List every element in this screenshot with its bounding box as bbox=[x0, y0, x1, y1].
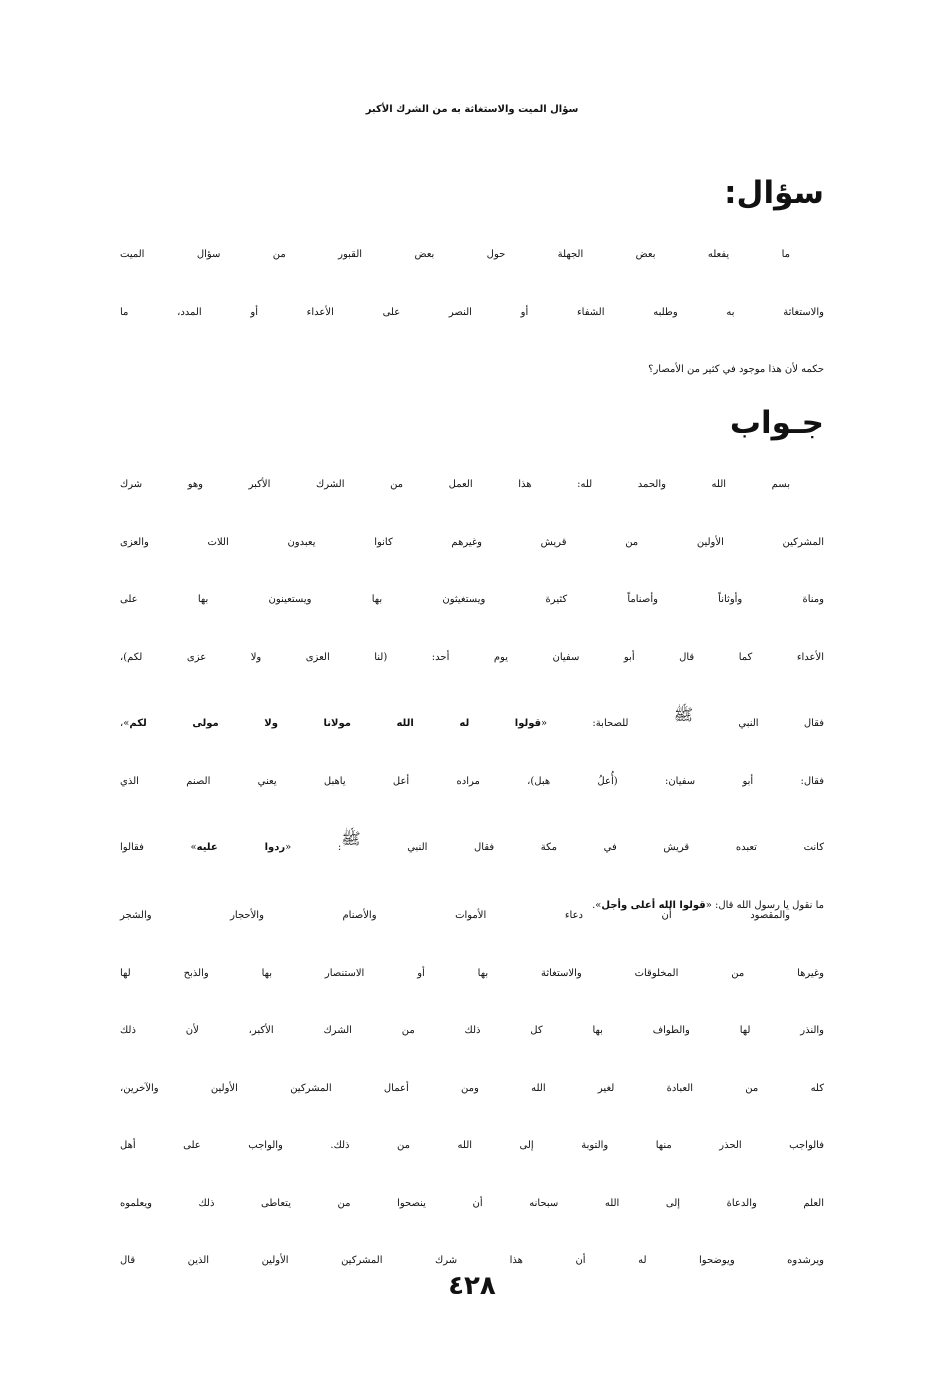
page-number: ٤٢٨ bbox=[448, 1271, 496, 1301]
answer-line: فالواجب الحذر منها والتوبة إلى الله من ذلك. والواجب على أهل bbox=[120, 1140, 824, 1151]
salawat-glyph: ﷺ bbox=[673, 705, 694, 724]
text-run: كانت تعبده قريش في مكة فقال النبي bbox=[407, 842, 824, 853]
answer-line: ومناة وأوثاناً وأصناماً كثيرة ويستغيثون بها ويستعينون بها على bbox=[120, 594, 824, 605]
answer-line bbox=[120, 686, 824, 753]
question-line: والاستغاثة به وطلبه الشفاء أو النصر على الأعداء أو المدد، ما bbox=[120, 306, 824, 318]
text-run: » فقالوا bbox=[120, 842, 197, 853]
salawat-glyph: ﷺ bbox=[341, 829, 361, 848]
text-run: للصحابة: « bbox=[541, 718, 629, 729]
text-run: ما نقول يا رسول الله قال: « bbox=[705, 899, 824, 911]
answer-line: الأعداء كما قال أبو سفيان يوم أحد: (لنا العزى ولا عزى لكم)، bbox=[120, 651, 824, 663]
answer-heading: جـواب bbox=[729, 405, 824, 441]
question-line: ما يفعله بعض الجهلة حول بعض القبور من سؤال الميت bbox=[120, 249, 790, 260]
question-heading: سؤال: bbox=[724, 175, 824, 211]
answer-paragraph-2 bbox=[120, 887, 824, 1290]
text-run: فقال النبي bbox=[738, 718, 824, 729]
answer-line: وغيرها من المخلوقات والاستغاثة بها أو الاستنصار بها والذبح لها bbox=[120, 967, 824, 979]
answer-line: والمقصود أن دعاء الأموات والأصنام والأحجار والشجر bbox=[120, 910, 790, 921]
question-line: حكمه لأن هذا موجود في كثير من الأمصار؟ bbox=[648, 364, 824, 375]
text-run: : « bbox=[285, 842, 342, 853]
answer-line: فقال: أبو سفيان: (أُعلُ هبل)، مراده أعل ياهبل يعني الصنم الذي bbox=[120, 775, 824, 787]
text-run: ». bbox=[592, 899, 602, 911]
hadith-quote: ردوا عليه bbox=[196, 842, 286, 853]
answer-line: بسم الله والحمد لله: هذا العمل من الشرك الأكبر وهو شرك bbox=[120, 479, 790, 490]
page-title: سؤال الميت والاستغاثة به من الشرك الأكبر bbox=[365, 104, 579, 115]
answer-line: العلم والدعاة إلى الله سبحانه أن ينصحوا من يتعاطى ذلك ويعلموه bbox=[120, 1197, 824, 1209]
hadith-quote: قولوا له الله مولانا ولا مولى لكم bbox=[129, 718, 542, 729]
answer-line: المشركين الأولين من قريش وغيرهم كانوا يعبدون اللات والعزى bbox=[120, 536, 824, 548]
question-paragraph bbox=[120, 226, 824, 399]
answer-line: والنذر لها والطواف بها كل ذلك من الشرك الأكبر، لأن ذلك bbox=[120, 1025, 824, 1036]
answer-line: ويرشدوه ويوضحوا له أن هذا شرك المشركين الأولين الذين قال bbox=[120, 1255, 824, 1266]
document-page bbox=[120, 0, 824, 1376]
answer-paragraph-1 bbox=[120, 456, 824, 934]
text-run: »، bbox=[120, 718, 130, 729]
answer-line: كله من العبادة لغير الله ومن أعمال المشركين الأولين والآخرين، bbox=[120, 1082, 824, 1094]
hadith-quote: قولوا الله أعلى وأجل bbox=[601, 899, 706, 911]
answer-line bbox=[120, 810, 824, 877]
